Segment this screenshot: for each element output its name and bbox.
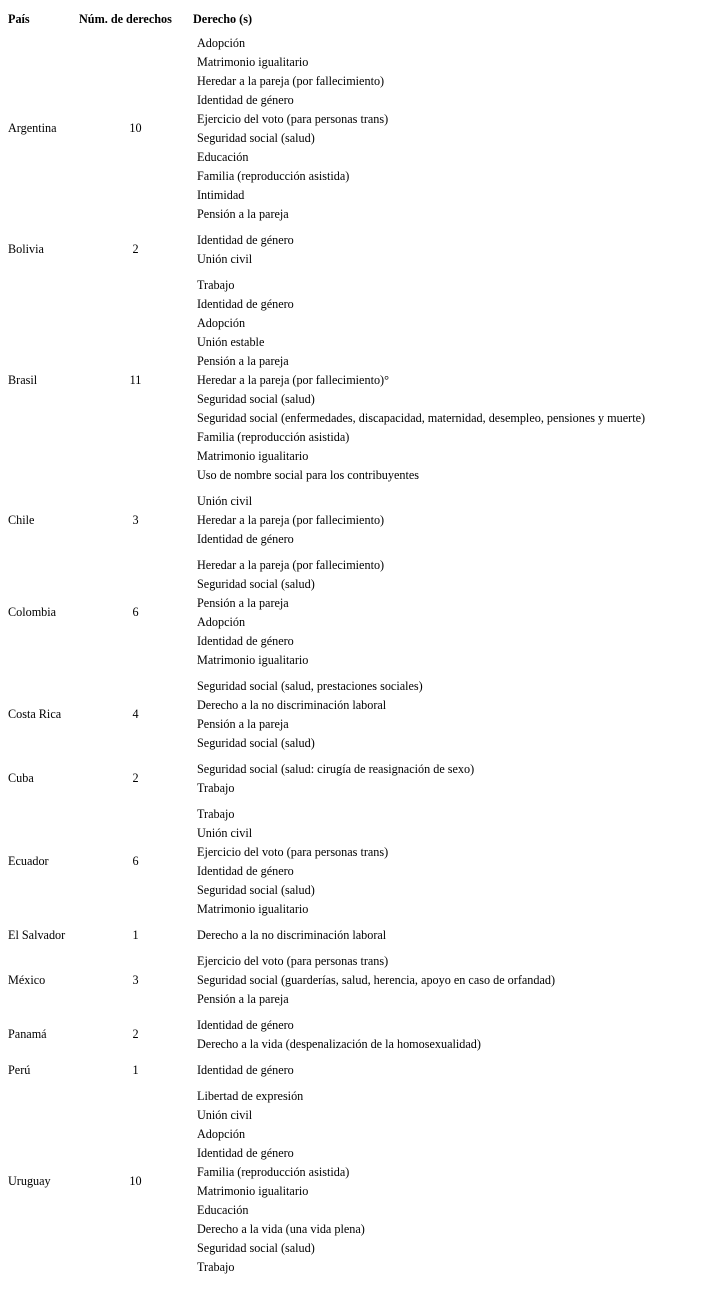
- right-item: Unión estable: [197, 335, 265, 349]
- country-cell: México: [8, 972, 46, 987]
- right-item: Derecho a la no discriminación laboral: [197, 928, 387, 942]
- right-item: Familia (reproducción asistida): [197, 430, 350, 444]
- rights-count-cell: 2: [132, 771, 139, 785]
- right-item: Identidad de género: [197, 532, 294, 546]
- right-item: Seguridad social (salud): [197, 736, 315, 750]
- table-row: [0, 227, 723, 272]
- country-cell: Uruguay: [8, 1174, 51, 1188]
- rights-count-cell: 4: [132, 707, 139, 721]
- right-item: Unión civil: [197, 252, 253, 266]
- rights-list-cell: [193, 948, 723, 1012]
- country-cell: El Salvador: [8, 927, 66, 942]
- country-cell: Colombia: [8, 605, 57, 619]
- right-item: Pensión a la pareja: [197, 207, 289, 221]
- right-item: Educación: [197, 150, 249, 164]
- right-item: Derecho a la no discriminación laboral: [197, 698, 387, 712]
- right-item: Identidad de género: [197, 297, 294, 311]
- right-item: Unión civil: [197, 826, 253, 840]
- table-row: [0, 1012, 723, 1057]
- rights-list-cell: [193, 488, 723, 552]
- right-item: Heredar a la pareja (por fallecimiento): [197, 558, 385, 572]
- right-item: Ejercicio del voto (para personas trans): [197, 954, 389, 968]
- country-cell: Perú: [8, 1062, 31, 1077]
- right-item: Intimidad: [197, 188, 245, 202]
- table-row: [0, 948, 723, 1012]
- right-item: Seguridad social (salud): [197, 883, 315, 897]
- right-item: Heredar a la pareja (por fallecimiento): [197, 74, 385, 88]
- rights-list-cell: [193, 801, 723, 922]
- right-item: Pensión a la pareja: [197, 717, 289, 731]
- country-cell: Panamá: [8, 1027, 47, 1041]
- right-item: Identidad de género: [197, 634, 294, 648]
- right-item: Pensión a la pareja: [197, 992, 289, 1006]
- table-row: [0, 30, 723, 227]
- right-item: Seguridad social (enfermedades, discapacidad, maternidad, desempleo, pensiones y muerte): [197, 411, 646, 425]
- right-item: Matrimonio igualitario: [197, 55, 309, 69]
- right-item: Educación: [197, 1203, 249, 1217]
- rights-count-cell: 3: [132, 972, 139, 987]
- rights-count-cell: 6: [132, 605, 139, 619]
- right-item: Trabajo: [197, 278, 235, 292]
- right-item: Seguridad social (guarderías, salud, herencia, apoyo en caso de orfandad): [197, 973, 556, 987]
- rights-table: [0, 8, 723, 1280]
- rights-count-cell: 6: [132, 854, 139, 868]
- right-item: Ejercicio del voto (para personas trans): [197, 112, 389, 126]
- right-item: Ejercicio del voto (para personas trans): [197, 845, 389, 859]
- right-item: Seguridad social (salud): [197, 392, 315, 406]
- country-cell: Costa Rica: [8, 707, 62, 721]
- table-row: [0, 673, 723, 756]
- right-item: Identidad de género: [197, 1018, 294, 1032]
- right-item: Identidad de género: [197, 1063, 294, 1077]
- right-item: Derecho a la vida (una vida plena): [197, 1222, 365, 1236]
- right-item: Unión civil: [197, 494, 253, 508]
- rights-list-cell: [193, 1057, 723, 1083]
- rights-count-cell: 11: [129, 372, 142, 387]
- right-item: Identidad de género: [197, 1146, 294, 1160]
- rights-list-cell: [193, 1083, 723, 1280]
- rights-count-cell: 1: [132, 927, 139, 942]
- right-item: Libertad de expresión: [197, 1089, 304, 1103]
- right-item: Identidad de género: [197, 864, 294, 878]
- rights-list-cell: [193, 272, 723, 488]
- country-cell: Chile: [8, 512, 35, 527]
- table-row: [0, 801, 723, 922]
- rights-count-cell: 10: [129, 1174, 142, 1188]
- right-item: Pensión a la pareja: [197, 596, 289, 610]
- right-item: Unión civil: [197, 1108, 253, 1122]
- table-row: [0, 922, 723, 948]
- rights-list-cell: [193, 756, 723, 801]
- table-body: [0, 30, 723, 1280]
- rights-list-cell: [193, 1012, 723, 1057]
- right-item: Seguridad social (salud): [197, 131, 315, 145]
- header-rights: Derecho (s): [193, 11, 252, 26]
- right-item: Trabajo: [197, 781, 235, 795]
- country-cell: Bolivia: [8, 242, 44, 256]
- right-item: Trabajo: [197, 807, 235, 821]
- right-item: Familia (reproducción asistida): [197, 169, 350, 183]
- rights-count-cell: 3: [132, 512, 139, 527]
- right-item: Matrimonio igualitario: [197, 653, 309, 667]
- right-item: Trabajo: [197, 1260, 235, 1274]
- right-item: Seguridad social (salud: cirugía de reasignación de sexo): [197, 762, 475, 776]
- right-item: Heredar a la pareja (por fallecimiento)°: [197, 373, 389, 387]
- right-item: Familia (reproducción asistida): [197, 1165, 350, 1179]
- table-row: [0, 1083, 723, 1280]
- rights-count-cell: 10: [129, 121, 142, 135]
- rights-count-cell: 2: [132, 242, 139, 256]
- right-item: Heredar a la pareja (por fallecimiento): [197, 513, 385, 527]
- right-item: Matrimonio igualitario: [197, 902, 309, 916]
- right-item: Identidad de género: [197, 233, 294, 247]
- right-item: Pensión a la pareja: [197, 354, 289, 368]
- country-cell: Brasil: [8, 372, 38, 387]
- right-item: Identidad de género: [197, 93, 294, 107]
- table-header-row: [0, 8, 723, 30]
- right-item: Seguridad social (salud): [197, 1241, 315, 1255]
- country-cell: Cuba: [8, 771, 34, 785]
- table-row: [0, 272, 723, 488]
- rights-list-cell: [193, 922, 723, 948]
- right-item: Adopción: [197, 316, 246, 330]
- table-row: [0, 1057, 723, 1083]
- table-row: [0, 552, 723, 673]
- right-item: Matrimonio igualitario: [197, 449, 309, 463]
- country-cell: Ecuador: [8, 854, 49, 868]
- right-item: Uso de nombre social para los contribuyentes: [197, 468, 420, 482]
- rights-count-cell: 2: [132, 1027, 139, 1041]
- rights-list-cell: [193, 673, 723, 756]
- right-item: Matrimonio igualitario: [197, 1184, 309, 1198]
- header-country: País: [8, 11, 30, 26]
- right-item: Adopción: [197, 36, 246, 50]
- rights-list-cell: [193, 227, 723, 272]
- table-row: [0, 488, 723, 552]
- table-row: [0, 756, 723, 801]
- header-count: Núm. de derechos: [79, 11, 172, 26]
- rights-list-cell: [193, 552, 723, 673]
- country-cell: Argentina: [8, 121, 57, 135]
- right-item: Adopción: [197, 1127, 246, 1141]
- right-item: Seguridad social (salud): [197, 577, 315, 591]
- rights-list-cell: [193, 30, 723, 227]
- right-item: Seguridad social (salud, prestaciones sociales): [197, 679, 423, 693]
- right-item: Adopción: [197, 615, 246, 629]
- rights-count-cell: 1: [132, 1062, 139, 1077]
- right-item: Derecho a la vida (despenalización de la homosexualidad): [197, 1037, 481, 1051]
